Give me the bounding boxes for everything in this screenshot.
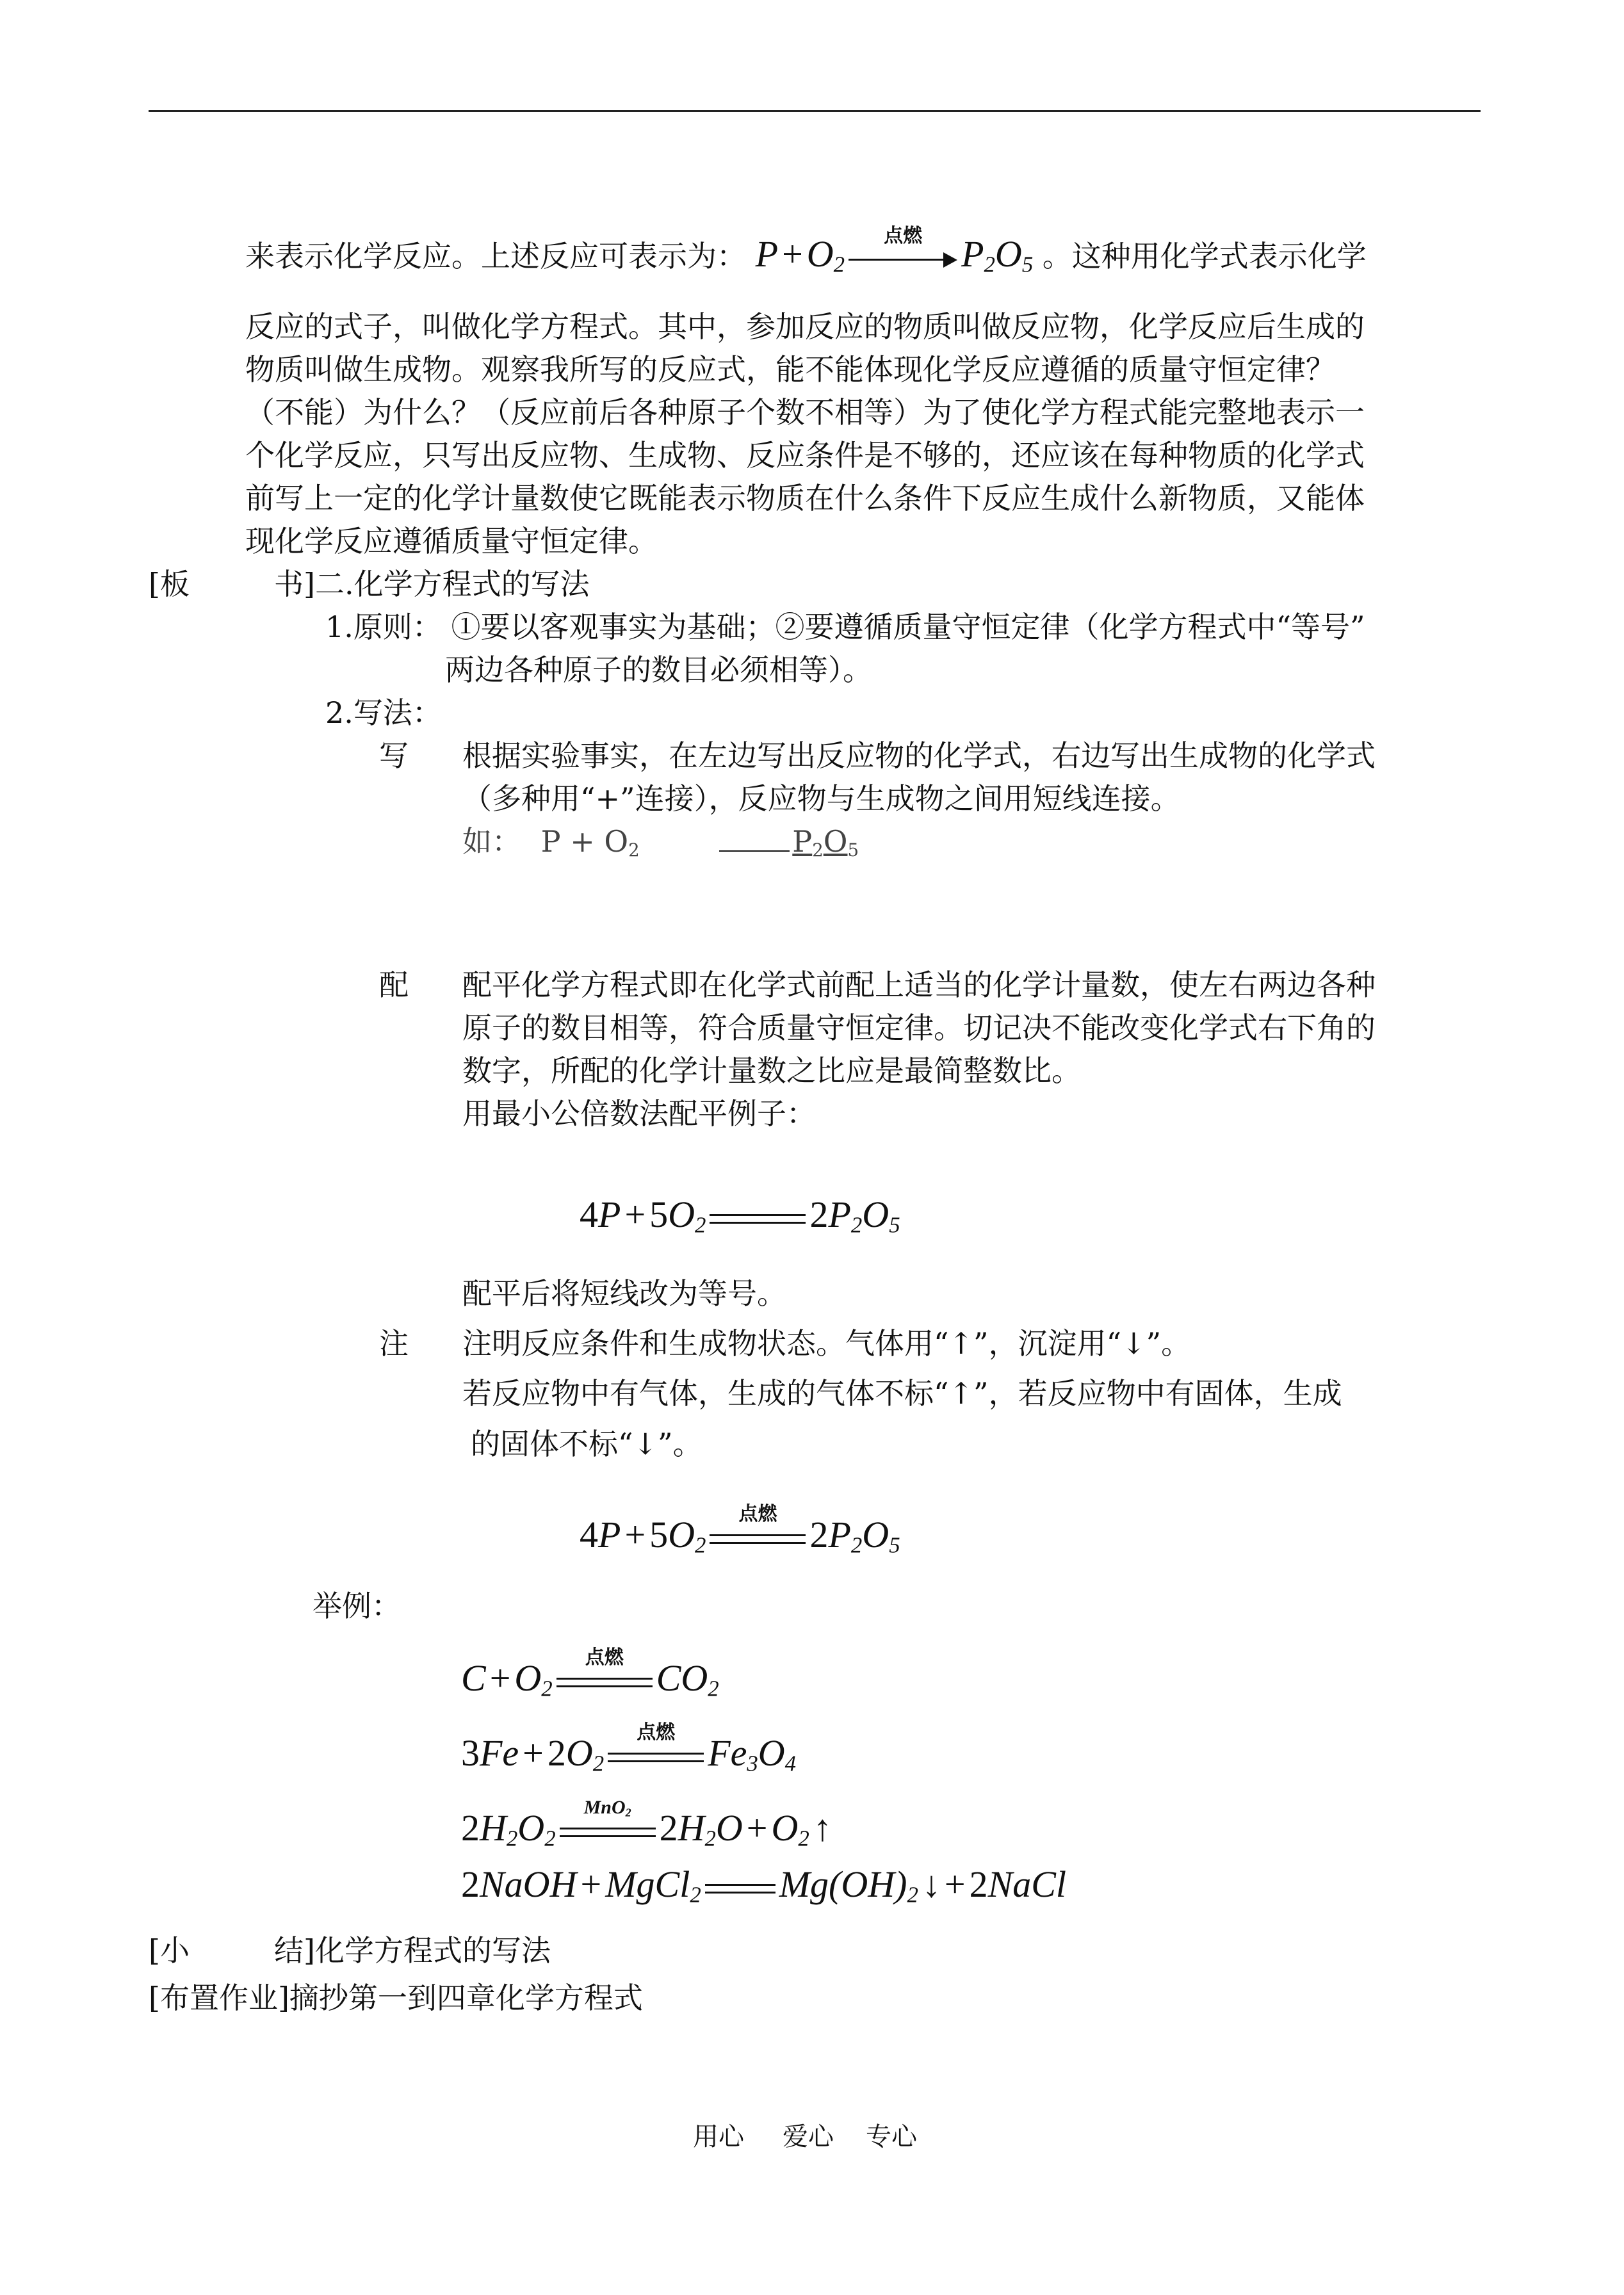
intro-line-7: 现化学反应遵循质量守恒定律。 [245,524,658,558]
example-2: $3Fe + 2O_2$ 点燃 $Fe_3O_4$ [461,1721,797,1776]
note-line-1: 注明反应条件和生成物状态。气体用“↑”，沉淀用“↓”。 [462,1326,1191,1361]
summary-text: 结]化学方程式的写法 [274,1933,551,1968]
balance-char: 配 [379,968,409,1002]
note-line-2: 若反应物中有气体，生成的气体不标“↑”，若反应物中有固体，生成 [462,1376,1342,1411]
board-heading: 书]二.化学方程式的写法 [274,567,590,601]
precipitate-arrow-icon: ↓ [922,1863,941,1905]
equals-sign-condition: 点燃 [710,1529,806,1548]
equals-sign-ex1: 点燃 [556,1673,653,1692]
method-heading: 2.写法： [325,695,442,730]
equals-sign-ex2: 点燃 [608,1748,704,1767]
write-line-1: 根据实验事实，在左边写出反应物的化学式，右边写出生成物的化学式 [462,738,1376,773]
balance-line-3: 数字，所配的化学计量数之比应是最简整数比。 [462,1053,1081,1088]
homework-text: [布置作业]摘抄第一到四章化学方程式 [149,1981,643,2015]
summary-label-open: [小 [149,1933,190,1968]
board-label-open: [板 [149,567,190,601]
example-3: $2H_2O_2$ MnO$_2$ $2H_2O + O_2$ ↑ [461,1796,832,1851]
principle-line-2: 两边各种原子的数目必须相等）。 [445,653,872,687]
write-example: 如： $P + O_2$ $P_2O_5$ [462,824,859,861]
footer-word-3: 专心 [866,2122,917,2152]
equals-sign-ex4 [705,1879,775,1898]
intro-line-6: 前写上一定的化学计量数使它既能表示物质在什么条件下反应生成什么新物质，又能体 [245,481,1365,515]
balance-line-1: 配平化学方程式即在化学式前配上适当的化学计量数，使左右两边各种 [462,968,1376,1002]
example-4: 2NaOH + MgCl$_2$ $Mg(OH)_2$ ↓ + 2NaCl [461,1863,1067,1908]
footer-word-2: 爱心 [783,2122,834,2152]
intro-text-after: 。这种用化学式表示化学 [1042,239,1367,273]
equals-sign-ex3: MnO$_2$ [560,1822,656,1842]
note-char: 注 [379,1326,409,1361]
equation-unbalanced: $P + O_2$ 点燃 $P_2O_5$ [755,225,1034,277]
reaction-arrow: 点燃 [849,248,957,268]
equation-with-condition: $4P + 5O_2$ 点燃 $2P_2O_5$ [580,1503,900,1558]
intro-line-1 [245,225,1367,277]
balance-line-2: 原子的数目相等，符合质量守恒定律。切记决不能改变化学式右下角的 [462,1010,1376,1045]
example-1: $C + O_2$ 点燃 $CO_2$ [461,1646,719,1701]
principle-line-1: 1.原则： ①要以客观事实为基础；②要遵循质量守恒定律（化学方程式中“等号” [325,610,1365,644]
equation-balanced: $4P + 5O_2$ $2P_2O_5$ [580,1194,900,1238]
examples-label: 举例： [313,1589,401,1623]
balance-line-4: 用最小公倍数法配平例子： [462,1096,816,1131]
intro-text-before: 来表示化学反应。上述反应可表示为： [245,239,746,273]
note-line-3: 的固体不标“↓”。 [471,1427,702,1461]
connector-blank [719,825,790,852]
intro-line-4: （不能）为什么？（反应前后各种原子个数不相等）为了使化学方程式能完整地表示一 [245,395,1365,430]
intro-line-2: 反应的式子，叫做化学方程式。其中，参加反应的物质叫做反应物，化学反应后生成的 [245,309,1365,344]
intro-line-3: 物质叫做生成物。观察我所写的反应式，能不能体现化学反应遵循的质量守恒定律？ [245,352,1335,387]
write-char: 写 [379,738,409,773]
balance-after: 配平后将短线改为等号。 [462,1276,786,1311]
write-line-2: （多种用“+”连接），反应物与生成物之间用短线连接。 [462,781,1180,816]
gas-arrow-icon: ↑ [813,1807,832,1849]
footer-word-1: 用心 [693,2122,744,2152]
equals-sign [710,1209,806,1228]
header-rule [149,110,1481,112]
intro-line-5: 个化学反应，只写出反应物、生成物、反应条件是不够的，还应该在每种物质的化学式 [245,438,1365,473]
